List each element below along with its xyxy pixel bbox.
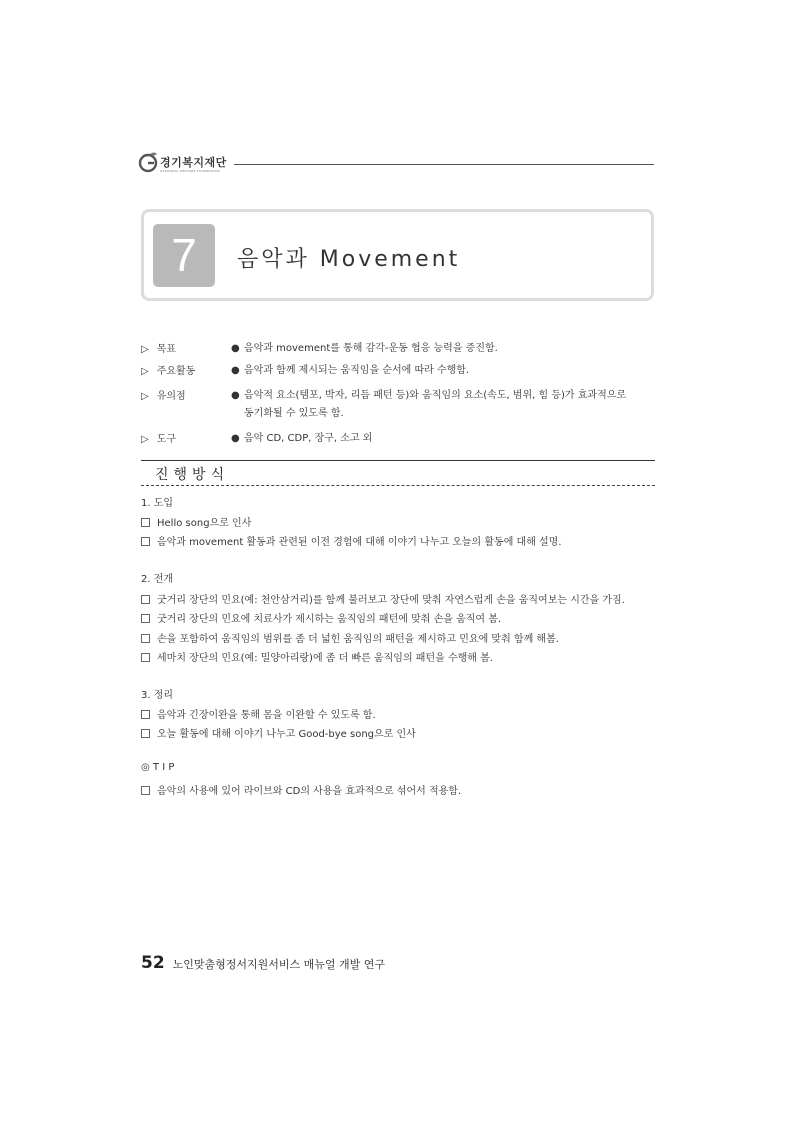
footer-title: 노인맞춤형정서지원서비스 매뉴얼 개발 연구	[172, 958, 386, 971]
info-label	[141, 387, 186, 402]
list-item	[141, 591, 625, 606]
list-item	[141, 514, 251, 529]
list-item-text: 음악과 긴장이완을 통해 몸을 이완할 수 있도록 함.	[157, 710, 376, 721]
bullet-icon: ●	[231, 365, 240, 376]
list-item	[141, 706, 376, 721]
info-value-line: 음악과 movement를 통해 감각-운동 협응 능력을 증진함.	[244, 343, 498, 354]
tip-heading: ◎ T I P	[141, 762, 175, 773]
arrow-icon: ▷	[141, 434, 149, 445]
checkbox-icon	[141, 634, 150, 643]
gyeonggi-welfare-logo-icon	[138, 151, 160, 173]
list-item-text: 세마치 장단의 민요(예: 밀양아리랑)에 좀 더 빠른 움직임의 패턴을 수행해 봄.	[157, 653, 493, 664]
info-value-line: 동기화될 수 있도록 함.	[244, 408, 344, 419]
step-heading: 2. 전개	[141, 574, 174, 585]
page-number: 52	[141, 953, 165, 973]
step-heading: 3. 정리	[141, 690, 174, 701]
list-item	[141, 782, 461, 797]
info-value-line: 음악과 함께 제시되는 움직임을 순서에 따라 수행함.	[244, 365, 470, 376]
list-item-text: 손을 포함하여 움직임의 범위를 좀 더 넓힌 움직임의 패턴을 제시하고 민요에 맞춰 함께 해봄.	[157, 634, 559, 645]
info-label	[141, 430, 176, 445]
bullet-icon: ●	[231, 433, 240, 444]
checkbox-icon	[141, 518, 150, 527]
list-item-text: 오늘 활동에 대해 이야기 나누고 Good-bye song으로 인사	[157, 729, 416, 740]
list-item-text: 음악의 사용에 있어 라이브와 CD의 사용을 효과적으로 섞어서 적용함.	[157, 786, 462, 797]
arrow-icon: ▷	[141, 391, 149, 402]
page-footer	[141, 953, 385, 973]
checkbox-icon	[141, 614, 150, 623]
chapter-title-box	[141, 209, 654, 301]
checkbox-icon	[141, 710, 150, 719]
info-label-text: 도구	[156, 434, 177, 445]
info-label-text: 유의점	[156, 391, 186, 402]
header-rule	[234, 164, 654, 165]
list-item	[141, 649, 493, 664]
bullet-icon: ●	[231, 343, 240, 354]
info-value	[231, 430, 655, 448]
arrow-icon: ▷	[141, 366, 149, 377]
org-name: 경기복지재단	[160, 156, 227, 169]
page-header	[138, 150, 654, 178]
list-item-text: 굿거리 장단의 민요(예: 천안삼거리)를 함께 불러보고 장단에 맞춰 자연스럽게 손을 움직여보는 시간을 가짐.	[157, 595, 625, 606]
list-item-text: 음악과 movement 활동과 관련된 이전 경험에 대해 이야기 나누고 오늘의 활동에 대해 설명.	[157, 537, 562, 548]
info-value-line: 음악 CD, CDP, 장구, 소고 외	[244, 433, 373, 444]
dotted-divider	[141, 485, 655, 486]
bullet-icon: ●	[231, 390, 240, 401]
org-subtitle: GYEONGGI WELFARE FOUNDATION	[160, 169, 220, 173]
list-item	[141, 725, 416, 740]
step-heading: 1. 도입	[141, 498, 174, 509]
checkbox-icon	[141, 537, 150, 546]
info-label	[141, 340, 176, 355]
checkbox-icon	[141, 786, 150, 795]
list-item	[141, 610, 501, 625]
chapter-title: 음악과 Movement	[237, 247, 461, 272]
chapter-number: 7	[153, 224, 215, 287]
arrow-icon: ▷	[141, 344, 149, 355]
section-heading	[141, 460, 655, 489]
info-value	[231, 387, 655, 423]
list-item	[141, 630, 559, 645]
info-value	[231, 340, 655, 358]
info-label-text: 주요활동	[156, 366, 196, 377]
checkbox-icon	[141, 653, 150, 662]
checkbox-icon	[141, 595, 150, 604]
checkbox-icon	[141, 729, 150, 738]
info-value-line: 음악적 요소(템포, 박자, 리듬 패턴 등)와 움직임의 요소(속도, 범위, 힘 등)가 효과적으로	[244, 390, 627, 401]
list-item-text: 굿거리 장단의 민요에 치료사가 제시하는 움직임의 패턴에 맞춰 손을 움직여 봄.	[157, 614, 502, 625]
list-item	[141, 533, 562, 548]
list-item-text: Hello song으로 인사	[157, 518, 252, 529]
info-value	[231, 362, 655, 380]
info-label	[141, 362, 195, 377]
section-title: 진행방식	[155, 467, 230, 483]
info-label-text: 목표	[156, 344, 177, 355]
